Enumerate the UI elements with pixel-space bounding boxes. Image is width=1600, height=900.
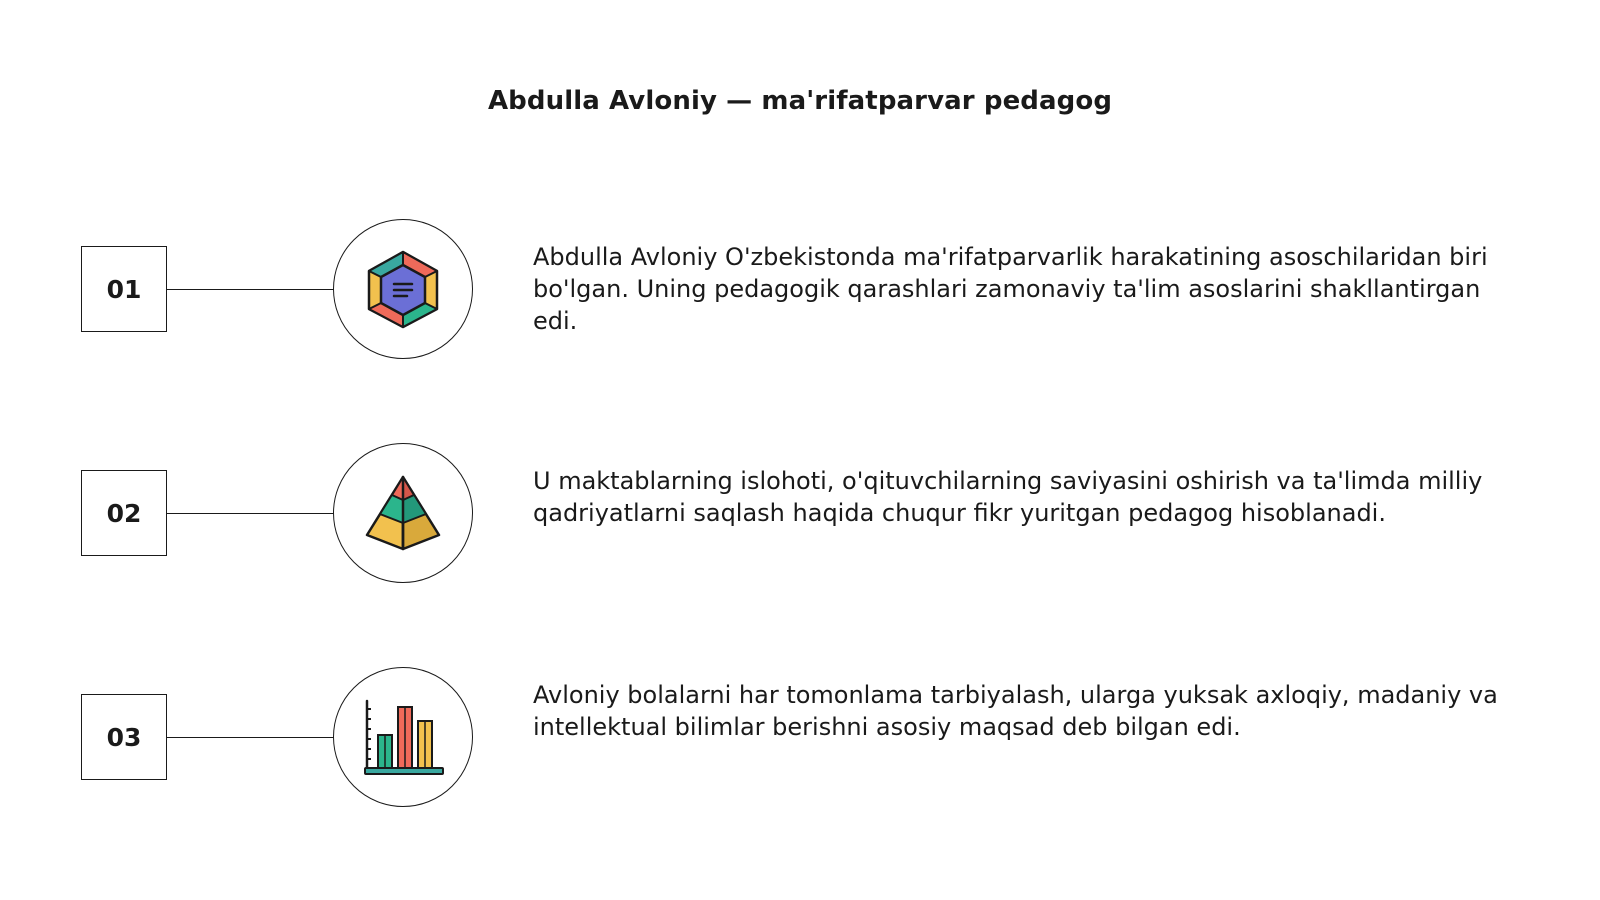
list-item-01: [0, 213, 1600, 363]
step-number-box: [81, 694, 167, 780]
step-number: 02: [106, 498, 142, 528]
item-description: Abdulla Avloniy O'zbekistonda ma'rifatparvarlik harakatining asoschilaridan biri bo'lgan. Uning pedagogik qarashlari zamonaviy ta'lim asoslarini shakllantirgan edi.: [533, 243, 1488, 335]
step-number: 03: [106, 722, 142, 752]
step-number-box: [81, 246, 167, 332]
bar-chart-icon: [361, 695, 445, 779]
slide-title: Abdulla Avloniy — ma'rifatparvar pedagog: [487, 86, 1113, 116]
connector-line: [167, 513, 334, 514]
icon-circle: [333, 443, 473, 583]
list-item-03: [0, 661, 1600, 811]
pyramid-icon: [363, 473, 443, 553]
item-description: U maktablarning islohoti, o'qituvchilarning saviyasini oshirish va ta'limda milliy qadriyatlarni saqlash haqida chuqur fikr yuritgan pedagog hisoblanadi.: [533, 467, 1483, 527]
connector-line: [167, 737, 334, 738]
connector-line: [167, 289, 334, 290]
hexagon-icon: [365, 249, 441, 329]
item-description: Avloniy bolalarni har tomonlama tarbiyalash, ularga yuksak axloqiy, madaniy va intellektual bilimlar berishni asosiy maqsad deb bilgan edi.: [533, 681, 1498, 741]
step-number: 01: [106, 274, 142, 304]
list-item-02: [0, 437, 1600, 587]
icon-circle: [333, 219, 473, 359]
step-number-box: [81, 470, 167, 556]
icon-circle: [333, 667, 473, 807]
